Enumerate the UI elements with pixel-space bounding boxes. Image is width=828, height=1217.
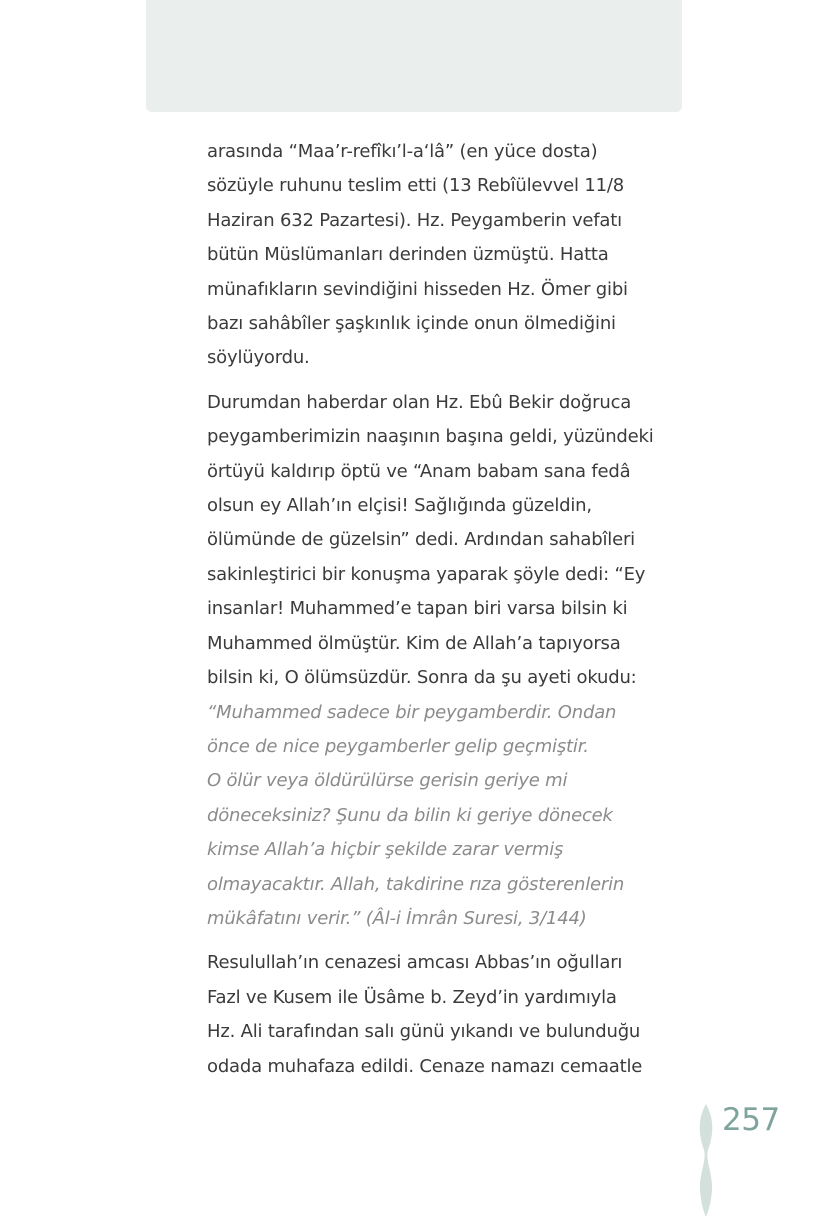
quote-line: “Muhammed sadece bir peygamberdir. Ondan (207, 701, 617, 723)
text-line: Durumdan haberdar olan Hz. Ebû Bekir doğruca (207, 391, 632, 413)
text-line: münafıkların sevindiğini hisseden Hz. Ömer gibi (207, 278, 628, 300)
text-line: Hz. Ali tarafından salı günü yıkandı ve bulunduğu (207, 1021, 641, 1043)
page-body (207, 135, 654, 1094)
header-image-placeholder (146, 0, 682, 112)
text-line: ölümünde de güzelsin” dedi. Ardından sahabîleri (207, 529, 635, 551)
quote-line: döneceksiniz? Şunu da bilin ki geriye dönecek (207, 804, 613, 826)
text-line: arasında “Maa’r-refîkı’l-a‘lâ” (en yüce dosta) (207, 141, 598, 162)
text-line: Resulullah’ın cenazesi amcası Abbas’ın oğulları (207, 952, 623, 974)
text-line: örtüyü kaldırıp öptü ve “Anam babam sana fedâ (207, 460, 631, 482)
text-line: odada muhafaza edildi. Cenaze namazı cemaatle (207, 1055, 643, 1077)
text-line: Haziran 632 Pazartesi). Hz. Peygamberin vefatı (207, 209, 622, 231)
text-line: peygamberimizin naaşının başına geldi, yüzündeki (207, 426, 654, 448)
paragraph-3 (207, 946, 643, 1084)
text-line: bütün Müslümanları derinden üzmüştü. Hatta (207, 244, 609, 266)
quote-line: mükâfatını verir.” (Âl-i İmrân Suresi, 3/144) (207, 907, 587, 929)
quote-line: önce de nice peygamberler gelip geçmiştir. (207, 735, 589, 757)
quote-line: kimse Allah’a hiçbir şekilde zarar vermiş (207, 839, 564, 861)
text-line: bazı sahâbîler şaşkınlık içinde onun ölmediğini (207, 313, 616, 335)
text-line: olsun ey Allah’ın elçisi! Sağlığında güzeldin, (207, 495, 592, 517)
text-line: sözüyle ruhunu teslim etti (13 Rebîülevvel 11/8 (207, 175, 624, 197)
quran-quote (207, 696, 637, 937)
text-line: bilsin ki, O ölümsüzdür. Sonra da şu ayeti okudu: (207, 667, 637, 689)
text-line: Muhammed ölmüştür. Kim de Allah’a tapıyorsa (207, 632, 621, 654)
quote-line: olmayacaktır. Allah, takdirine rıza gösterenlerin (207, 873, 625, 895)
paragraph-2 (207, 386, 654, 937)
paragraph-1 (207, 135, 637, 376)
page-number: 257 (722, 1102, 780, 1138)
text-line: Fazl ve Kusem ile Üsâme b. Zeyd’in yardımıyla (207, 986, 617, 1008)
quote-line: O ölür veya öldürülürse gerisin geriye mi (207, 770, 568, 792)
text-line: söylüyordu. (207, 347, 310, 369)
page-ornament-icon (695, 1104, 717, 1217)
text-line: insanlar! Muhammed’e tapan biri varsa bilsin ki (207, 598, 628, 620)
text-line: sakinleştirici bir konuşma yaparak şöyle dedi: “Ey (207, 563, 646, 585)
